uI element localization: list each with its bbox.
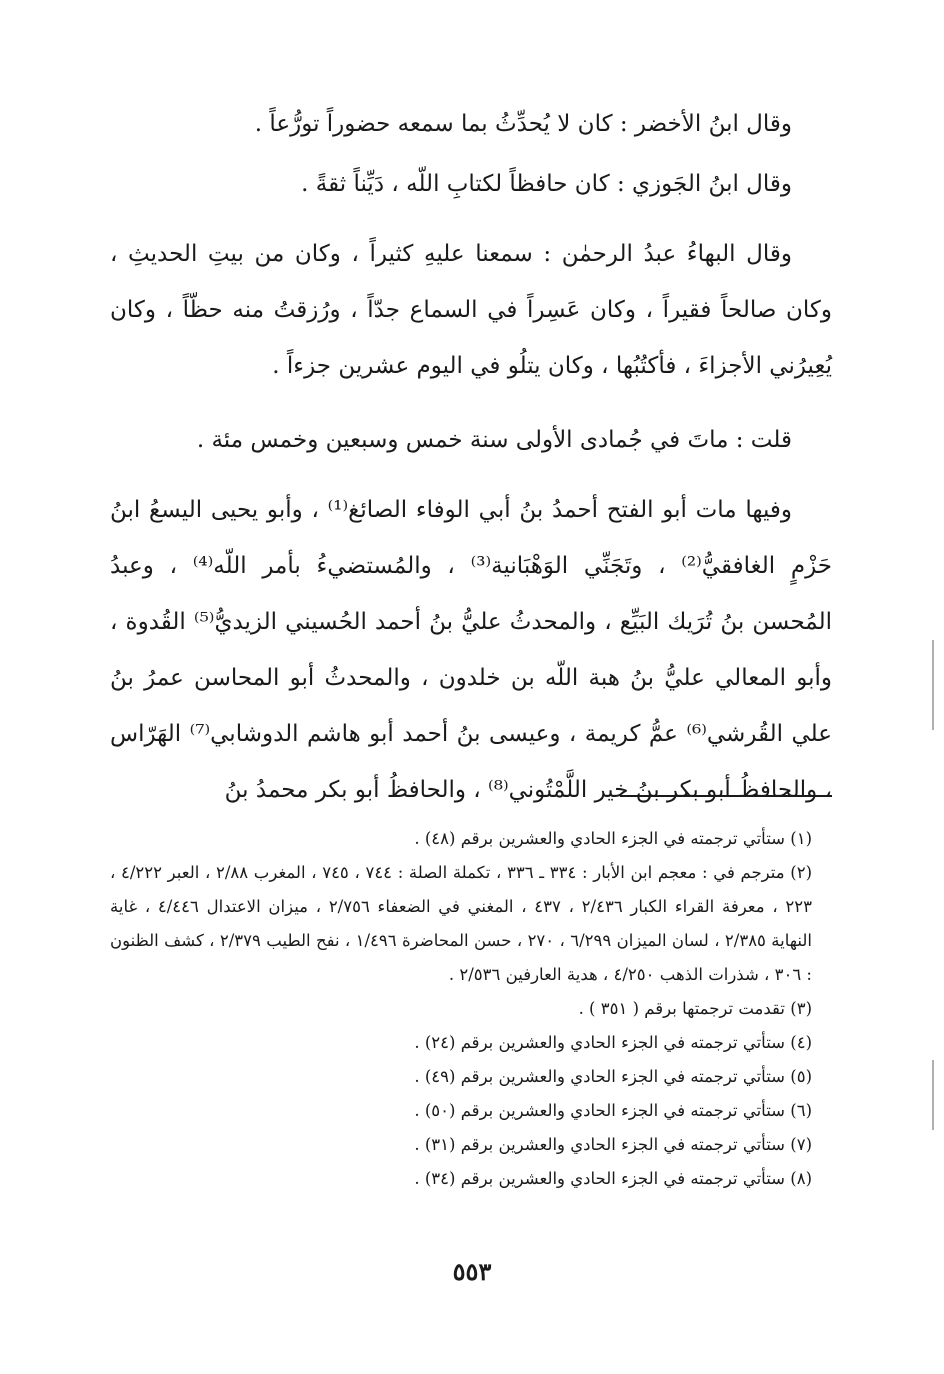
footnote-1: (١) ستأتي ترجمته في الجزء الحادي والعشرين برقم (٤٨) . (414, 829, 812, 848)
footnote-8: (٨) ستأتي ترجمته في الجزء الحادي والعشرين برقم (٣٤) . (414, 1169, 812, 1188)
paragraph-ibn-al-akhdar: وقال ابنُ الأخضر : كان لا يُحدِّثُ بما سمعه حضوراً تورُّعاً . (254, 111, 792, 137)
scan-edge-mark (932, 640, 934, 730)
page-number: ٥٥٣ (452, 1257, 492, 1286)
paragraph-death-date: قلت : ماتَ في جُمادى الأولى سنة خمس وسبعين وخمس مئة . (196, 427, 792, 453)
scan-edge-mark (932, 1060, 934, 1130)
footnotes (110, 822, 832, 1196)
footnote-4: (٤) ستأتي ترجمته في الجزء الحادي والعشرين برقم (٢٤) . (414, 1033, 812, 1052)
footnote-divider (620, 795, 832, 797)
main-text (110, 96, 832, 818)
footnote-7: (٧) ستأتي ترجمته في الجزء الحادي والعشرين برقم (٣١) . (414, 1135, 812, 1154)
paragraph-al-bahaa: وقال البهاءُ عبدُ الرحمٰن : سمعنا عليهِ كثيراً ، وكان من بيتِ الحديثِ ، وكان صالحاً فقيراً ، وكان عَسِراً في السماع جدّاً ، ورُزقتُ منه حظّاً ، وكان يُعِيرُني الأجزاءَ ، فأكتُبُها ، وكان يتلُو في اليوم عشرين جزءاً . (110, 241, 832, 379)
footnote-2: (٢) مترجم في : معجم ابن الأبار : ٣٣٤ ـ ٣٣٦ ، تكملة الصلة : ٧٤٤ ، ٧٤٥ ، المغرب ٢/٨٨ ، العبر ٤/٢٢٢ ، ٢٢٣ ، معرفة القراء الكبار ٢/٤٣٦ ، ٤٣٧ ، المغني في الضعفاء ٢/٧٥٦ ، ميزان الاعتدال ٤/٤٤٦ ، غاية النهاية ٢/٣٨٥ ، لسان الميزان ٦/٢٩٩ ، ٢٧٠ ، حسن المحاضرة ١/٤٩٦ ، نفح الطيب ٢/٣٧٩ ، كشف الظنون : ٣٠٦ ، شذرات الذهب ٤/٢٥٠ ، هدية العارفين ٢/٥٣٦ . (110, 863, 813, 984)
paragraph-deaths-list: وفيها مات أبو الفتح أحمدُ بنُ أبي الوفاء الصائغ⁽¹⁾ ، وأبو يحيى اليسعُ ابنُ حَزْمٍ الغافقيُّ⁽²⁾ ، وتَجَنِّي الوَهْبَانية⁽³⁾ ، والمُستضيءُ بأمر اللّه⁽⁴⁾ ، وعبدُ المُحسن بنُ تُرَيك البَيِّع ، والمحدثُ عليُّ بنُ أحمد الحُسيني الزيديُّ⁽⁵⁾ القُدوة ، وأبو المعالي عليُّ بنُ هبة اللّه بن خلدون ، والمحدثُ أبو المحاسن عمرُ بنُ علي القُرشي⁽⁶⁾ عمُّ كريمة ، وعيسى بنُ أحمد أبو هاشم الدوشابي⁽⁷⁾ الهَرّاس ، والحافظُ أبو بكر بنُ خير اللَّمْتُوني⁽⁸⁾ ، والحافظُ أبو بكر محمدُ بنُ (110, 497, 832, 803)
footnote-6: (٦) ستأتي ترجمته في الجزء الحادي والعشرين برقم (٥٠) . (414, 1101, 812, 1120)
footnote-5: (٥) ستأتي ترجمته في الجزء الحادي والعشرين برقم (٤٩) . (414, 1067, 812, 1086)
footnote-3: (٣) تقدمت ترجمتها برقم ( ٣٥١ ) . (578, 999, 812, 1018)
paragraph-ibn-al-jawzi: وقال ابنُ الجَوزي : كان حافظاً لكتابِ اللّه ، دَيِّناً ثقةً . (301, 171, 792, 197)
